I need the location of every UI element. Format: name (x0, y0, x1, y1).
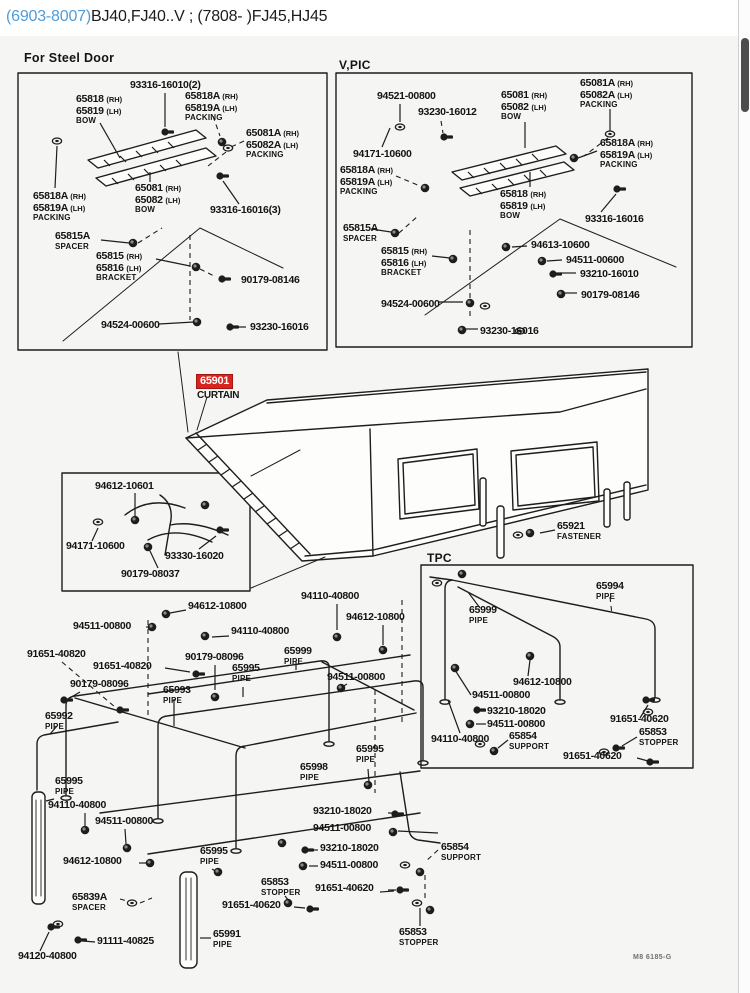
part-label: 90179-08037 (121, 568, 180, 580)
part-label: 65995 PIPE (200, 845, 228, 866)
part-label: 65818 (RH) 65819 (LH) BOW (500, 188, 547, 221)
scrollbar-thumb[interactable] (741, 38, 749, 112)
part-label: 65991 PIPE (213, 928, 241, 949)
part-label: 93230-16016 (480, 325, 539, 337)
part-label: 93230-16016 (250, 321, 309, 333)
part-label: 91651-40620 (563, 750, 622, 762)
part-label: 93210-18020 (320, 842, 379, 854)
part-label: 94612-10800 (346, 611, 405, 623)
box-title-tpc: TPC (427, 551, 452, 565)
part-label: 94110-40800 (431, 733, 490, 745)
part-label: 94612-10800 (513, 676, 572, 688)
part-label: 93210-18020 (313, 805, 372, 817)
part-label: 94120-40800 (18, 950, 77, 962)
part-label: 94511-00800 (95, 815, 154, 827)
part-label: 65854 SUPPORT (441, 841, 482, 862)
part-label: 90179-08146 (581, 289, 640, 301)
part-label: 65993 PIPE (163, 684, 191, 705)
part-label: 91111-40825 (97, 935, 154, 947)
part-label: 65995 PIPE (55, 775, 83, 796)
part-label: 91651-40620 (610, 713, 669, 725)
part-label: 93210-18020 (487, 705, 546, 717)
part-label: 93316-16016 (585, 213, 644, 225)
part-label: 65994 PIPE (596, 580, 624, 601)
part-label: 65815 (RH) 65816 (LH) BRACKET (96, 250, 143, 283)
part-label: 91651-40620 (315, 882, 374, 894)
part-label: 93316-16010(2) (130, 79, 201, 91)
part-label: 94511-00800 (327, 671, 386, 683)
part-label: 94511-00800 (487, 718, 546, 730)
part-label: 65818A (RH) 65819A (LH) PACKING (33, 190, 87, 223)
part-label: CURTAIN (197, 390, 240, 401)
box-title-steel-door: For Steel Door (24, 51, 115, 65)
part-label: 93316-16016(3) (210, 204, 281, 216)
part-label: 91651-40620 (222, 899, 281, 911)
part-label: 65815A SPACER (343, 222, 378, 243)
part-label: 65999 PIPE (469, 604, 497, 625)
part-label: 94511-00800 (313, 822, 372, 834)
part-label: 65081 (RH) 65082 (LH) BOW (135, 182, 182, 215)
part-label: 94524-00600 (381, 298, 440, 310)
part-label: 94110-40800 (48, 799, 107, 811)
part-label: 65854 SUPPORT (509, 730, 550, 751)
part-label: 65853 STOPPER (261, 876, 301, 897)
catalog-code-link[interactable]: (6903-8007) (6, 8, 91, 25)
part-label: 65853 STOPPER (399, 926, 439, 947)
part-label: 90179-08146 (241, 274, 300, 286)
part-label: 65921 FASTENER (557, 520, 602, 541)
part-label: 65818A (RH) 65819A (LH) PACKING (340, 164, 394, 197)
part-label: 94612-10601 (95, 480, 154, 492)
part-label: 94171-10600 (66, 540, 125, 552)
part-label: 94521-00800 (377, 90, 436, 102)
part-label: 65818A (RH) 65819A (LH) PACKING (600, 137, 654, 170)
part-label: 91651-40820 (27, 648, 86, 660)
part-label: 93210-16010 (580, 268, 639, 280)
part-label: 91651-40820 (93, 660, 152, 672)
part-label: 94171-10600 (353, 148, 412, 160)
part-label: 94110-40800 (231, 625, 290, 637)
part-label: 65995 PIPE (356, 743, 384, 764)
part-label: 65818A (RH) 65819A (LH) PACKING (185, 90, 239, 123)
part-label: 94613-10600 (531, 239, 590, 251)
part-label: 65081 (RH) 65082 (LH) BOW (501, 89, 548, 122)
part-label: 65815 (RH) 65816 (LH) BRACKET (381, 245, 428, 278)
part-label: 94612-10800 (188, 600, 247, 612)
part-label: 65081A (RH) 65082A (LH) PACKING (580, 77, 634, 110)
part-label: 65998 PIPE (300, 761, 328, 782)
part-label: 94511-00600 (566, 254, 625, 266)
part-label: 94511-00800 (73, 620, 132, 632)
part-label: 94511-00800 (472, 689, 531, 701)
part-label: 65815A SPACER (55, 230, 90, 251)
part-number-highlight[interactable]: 65901 (196, 374, 233, 389)
part-label: 65999 PIPE (284, 645, 312, 666)
scrollbar-track[interactable] (738, 0, 750, 993)
part-label: 90179-08096 (185, 651, 244, 663)
figure-code-note: M8 6185-G (633, 954, 672, 961)
part-label: 65818 (RH) 65819 (LH) BOW (76, 93, 123, 126)
part-label: 93230-16012 (418, 106, 477, 118)
part-label: 93330-16020 (165, 550, 224, 562)
part-label: 94612-10800 (63, 855, 122, 867)
part-label: 94110-40800 (301, 590, 360, 602)
part-label: 65992 PIPE (45, 710, 73, 731)
part-label: 65839A SPACER (72, 891, 107, 912)
part-label: 65853 STOPPER (639, 726, 679, 747)
part-label: 94524-00600 (101, 319, 160, 331)
box-title-vpic: V,PIC (339, 58, 371, 72)
part-label: 90179-08096 (70, 678, 129, 690)
part-label: 65995 PIPE (232, 662, 260, 683)
part-label: 94511-00800 (320, 859, 379, 871)
model-codes-text: BJ40,FJ40..V ; (7808- )FJ45,HJ45 (90, 8, 328, 25)
part-label: 65081A (RH) 65082A (LH) PACKING (246, 127, 300, 160)
